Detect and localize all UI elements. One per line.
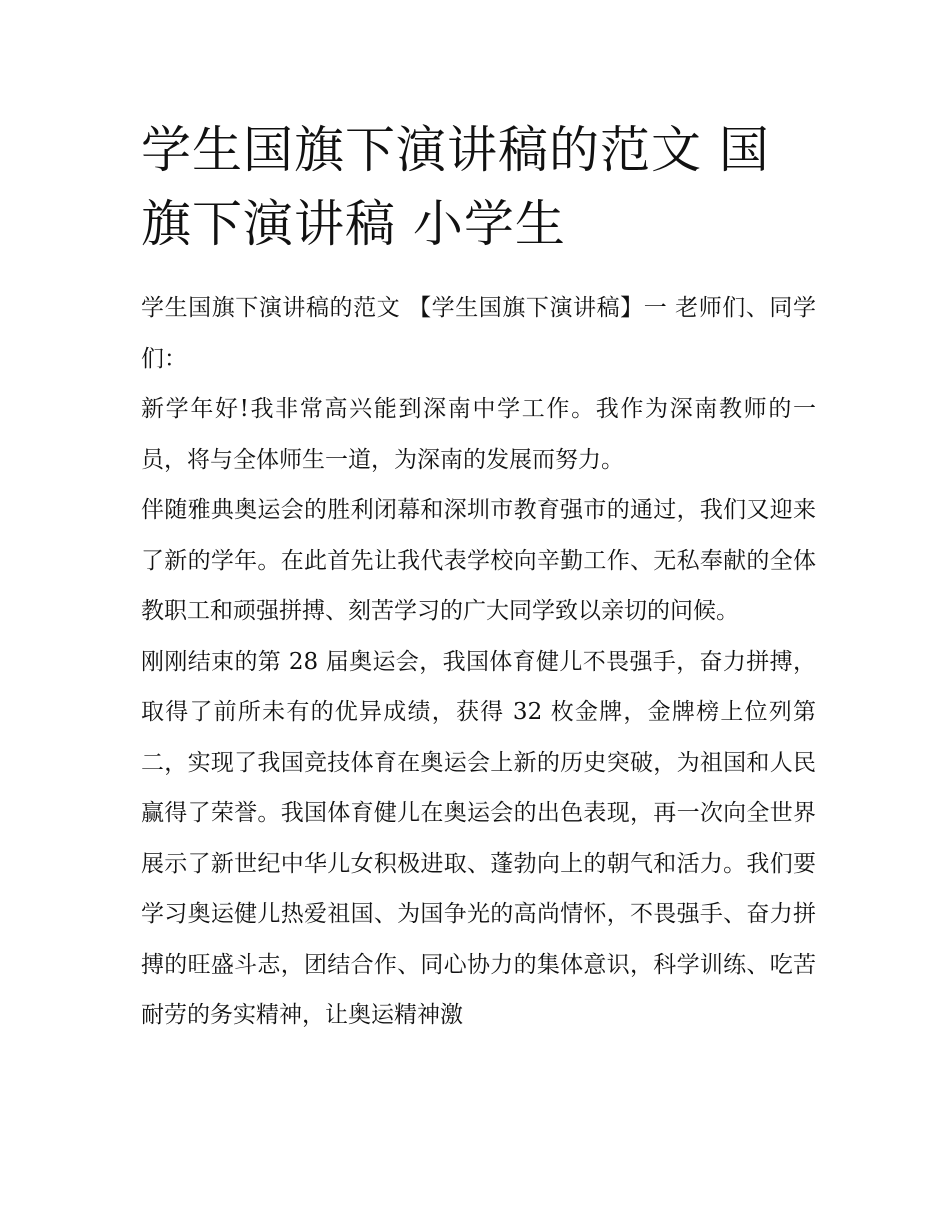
paragraph-new-year: 新学年好!我非常高兴能到深南中学工作。我作为深南教师的一员，将与全体师生一道，为深南的发展而努力。 bbox=[141, 396, 816, 473]
paragraph-olympics-close: 伴随雅典奥运会的胜利闭幕和深圳市教育强市的通过，我们又迎来了新的学年。在此首先让我代表学校向辛勤工作、无私奉献的全体教职工和顽强拼搏、刻苦学习的广大同学致以亲切的问候。 bbox=[141, 497, 816, 624]
document-title: 学生国旗下演讲稿的范文 国旗下演讲稿 小学生 bbox=[141, 121, 770, 253]
document-body bbox=[141, 283, 816, 1041]
document-content bbox=[141, 113, 816, 1041]
paragraph-greeting: 学生国旗下演讲稿的范文 【学生国旗下演讲稿】一 老师们、同学们： bbox=[141, 295, 816, 372]
paragraph-olympics-results: 刚刚结束的第 28 届奥运会，我国体育健儿不畏强手，奋力拼搏，取得了前所未有的优异成绩，获得 32 枚金牌，金牌榜上位列第二，实现了我国竞技体育在奥运会上新的历史突破，为祖国和人民赢得了荣誉。我国体育健儿在奥运会的出色表现，再一次向全世界展示了新世纪中华儿女积极进取、蓬勃向上的朝气和活力。我们要学习奥运健儿热爱祖国、为国争光的高尚情怀，不畏强手、奋力拼搏的旺盛斗志，团结合作、同心协力的集体意识，科学训练、吃苦耐劳的务实精神，让奥运精神激 bbox=[141, 648, 816, 1028]
